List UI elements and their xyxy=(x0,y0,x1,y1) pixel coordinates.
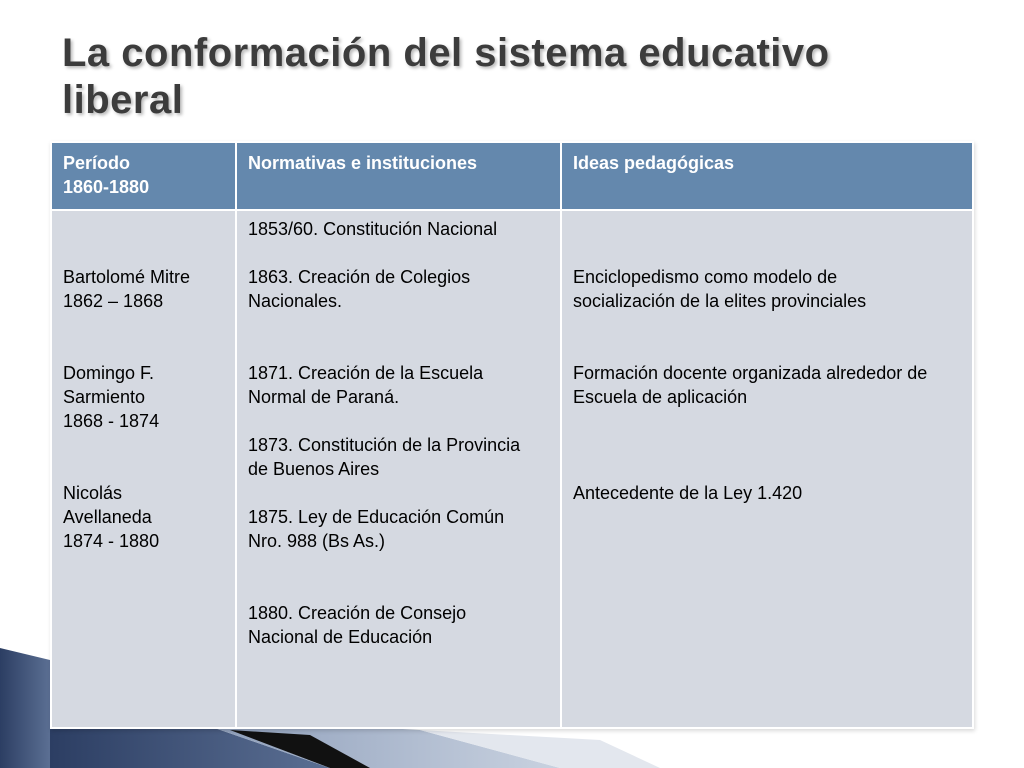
idea-formacion-docente: Formación docente organizada alrededor de Escuela de aplicación xyxy=(573,363,928,407)
header-ideas: Ideas pedagógicas xyxy=(561,142,973,210)
normativa-1871: 1871. Creación de la Escuela Normal de Paraná. xyxy=(248,363,484,407)
normativa-1873: 1873. Constitución de la Provincia de Buenos Aires xyxy=(248,435,521,479)
slide-title: La conformación del sistema educativo liberal xyxy=(62,31,830,122)
header-periodo: Período 1860-1880 xyxy=(51,142,236,210)
deco-band-black xyxy=(230,730,370,768)
president-avellaneda: Nicolás Avellaneda 1874 - 1880 xyxy=(63,483,160,551)
cell-presidents xyxy=(51,210,236,728)
table-header-row xyxy=(51,142,973,210)
cell-ideas xyxy=(561,210,973,728)
normativa-1880: 1880. Creación de Consejo Nacional de Educación xyxy=(248,603,467,647)
deco-band-pale xyxy=(420,730,660,768)
deco-band-dark xyxy=(0,648,50,768)
normativa-1853: 1853/60. Constitución Nacional xyxy=(248,219,498,239)
idea-ley-1420: Antecedente de la Ley 1.420 xyxy=(573,483,803,503)
period-table xyxy=(50,141,974,729)
header-normativas: Normativas e instituciones xyxy=(236,142,561,210)
table-row xyxy=(51,210,973,728)
normativa-1863: 1863. Creación de Colegios Nacionales. xyxy=(248,267,471,311)
idea-enciclopedismo: Enciclopedismo como modelo de socialización de la elites provinciales xyxy=(573,267,867,311)
normativa-1875: 1875. Ley de Educación Común Nro. 988 (Bs As.) xyxy=(248,507,505,551)
president-mitre: Bartolomé Mitre 1862 – 1868 xyxy=(63,267,191,311)
president-sarmiento: Domingo F. Sarmiento 1868 - 1874 xyxy=(63,363,160,431)
cell-normativas xyxy=(236,210,561,728)
